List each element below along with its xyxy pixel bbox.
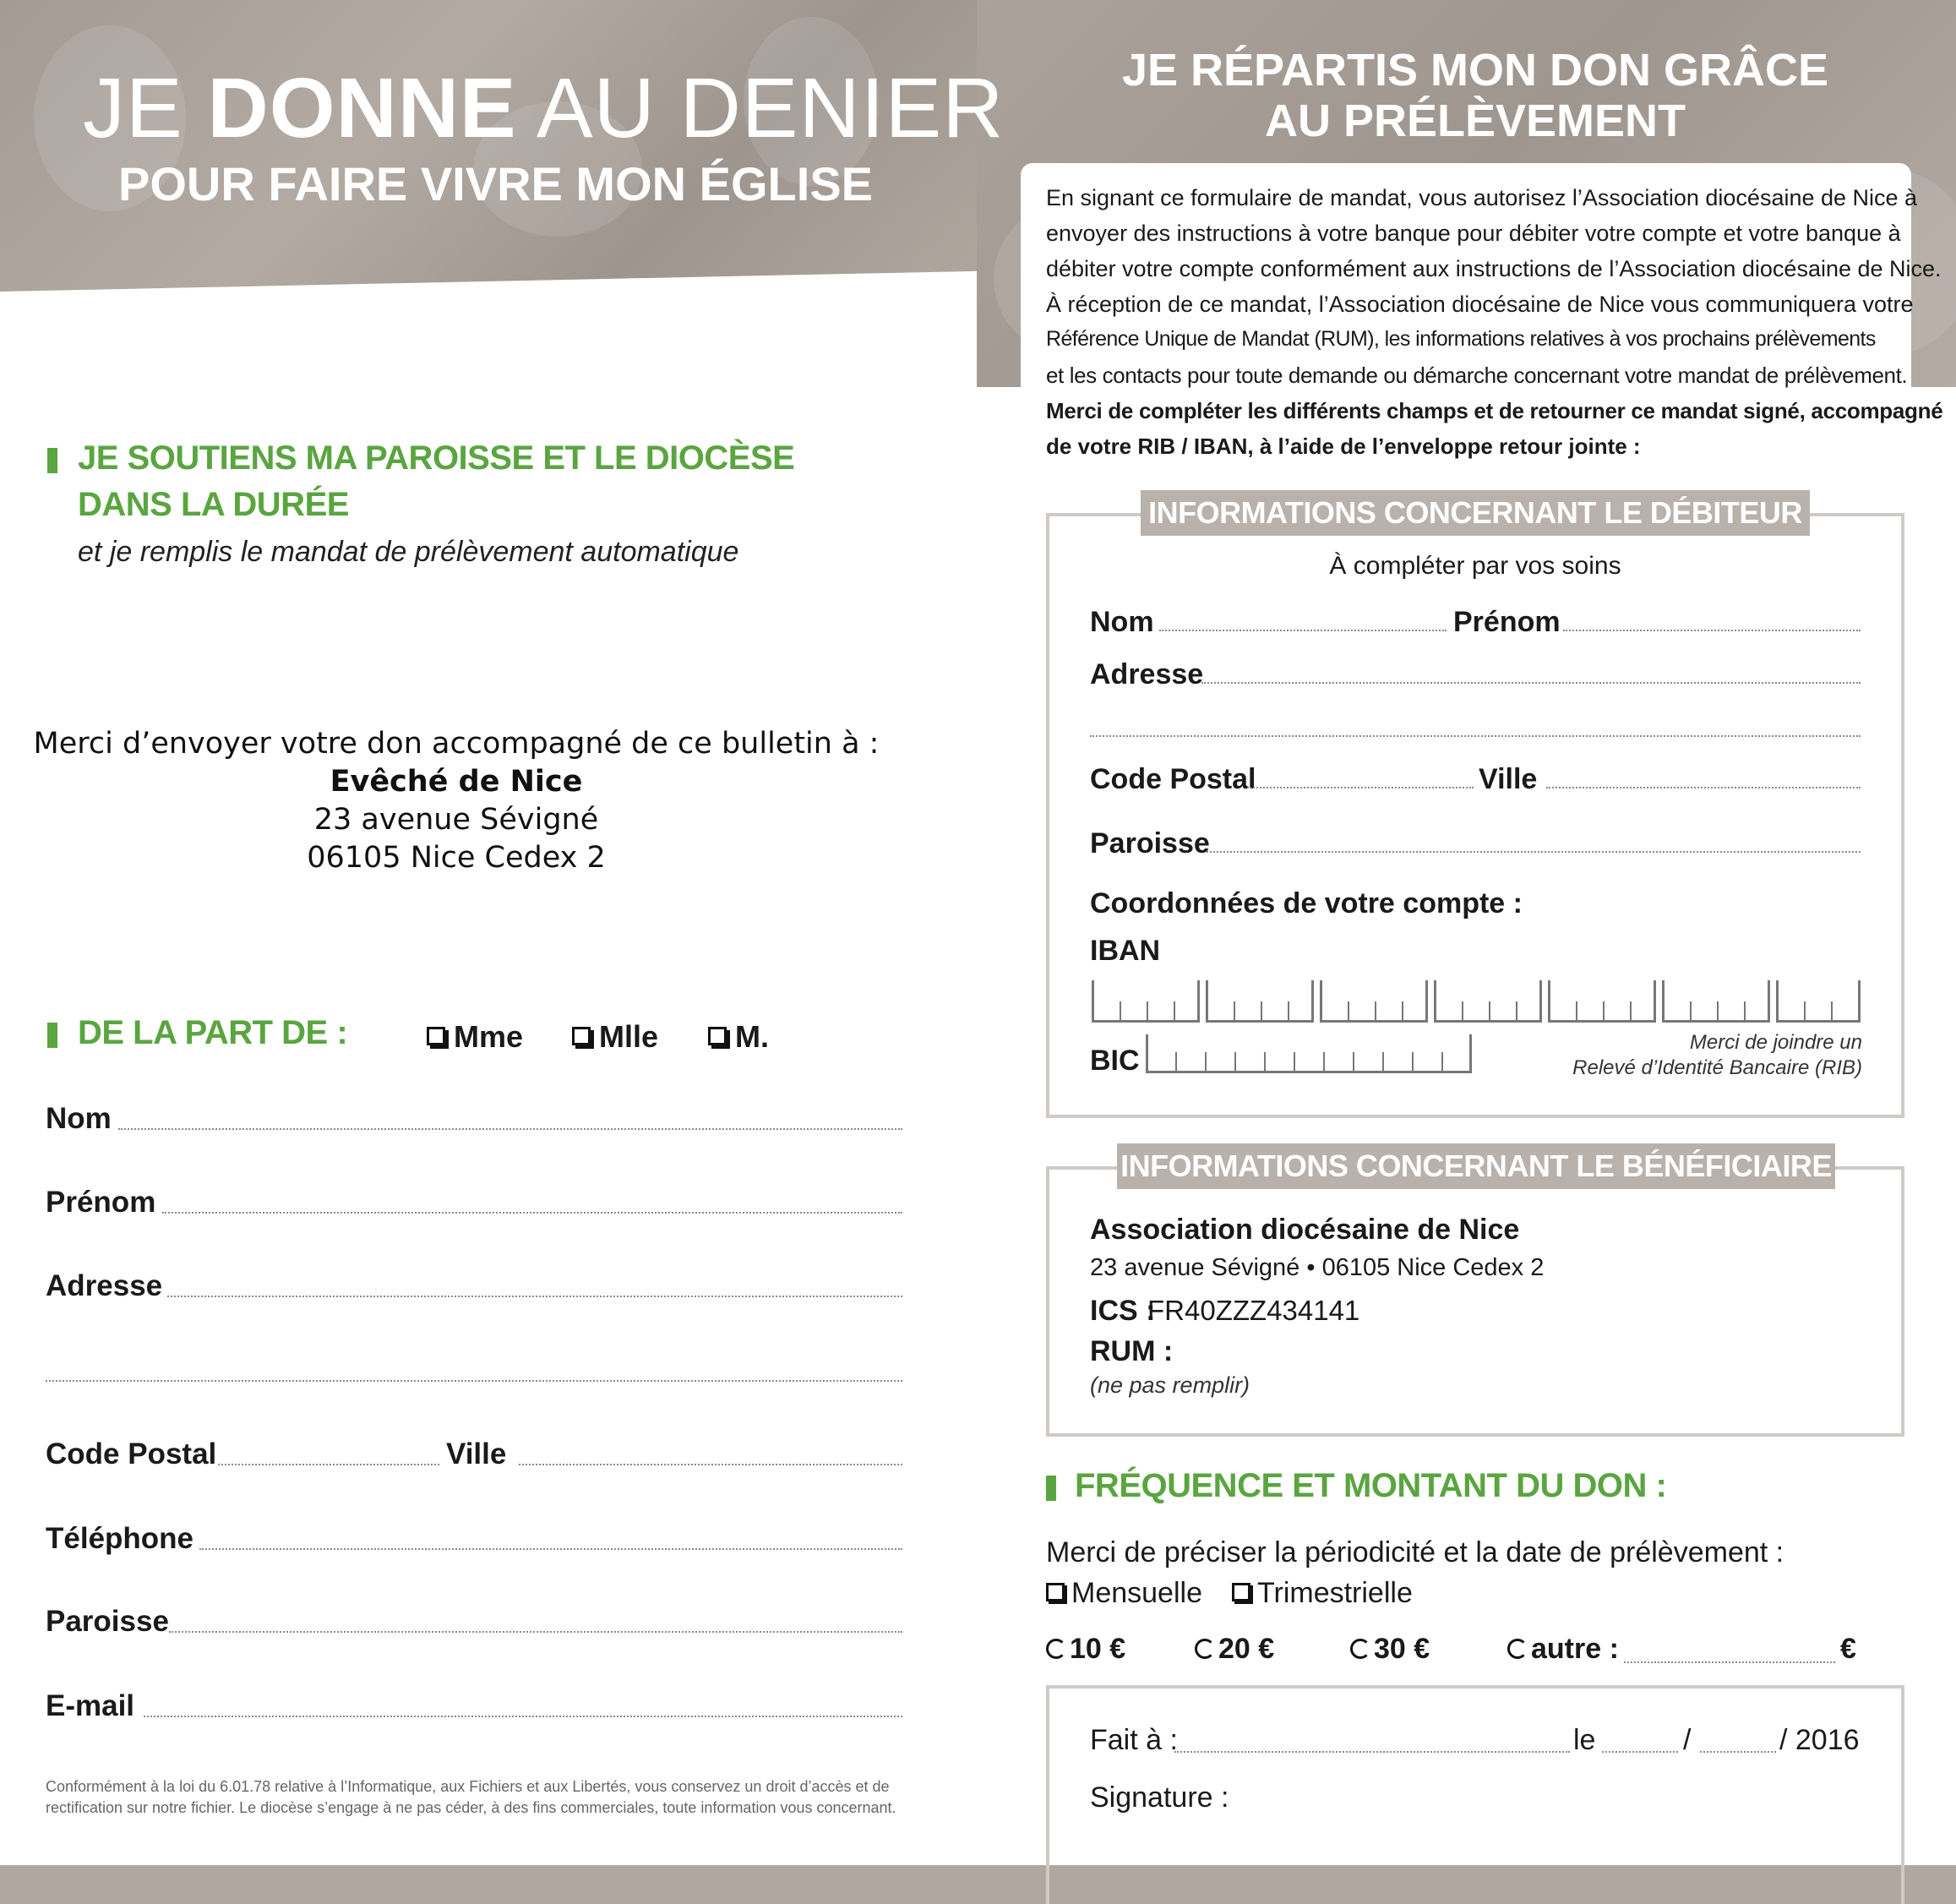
ics-value: FR40ZZZ434141 xyxy=(1147,1295,1360,1326)
debtor-code-postal-label: Code Postal xyxy=(1090,763,1256,795)
prenom-field[interactable] xyxy=(162,1212,902,1214)
currency-symbol: € xyxy=(1840,1633,1856,1665)
title-option-mme[interactable]: Mme xyxy=(427,1019,523,1055)
legal-line: Conformément à la loi du 6.01.78 relative à l’Informatique, aux Fichiers et aux Libertés, vous conservez un droit d’accès et de xyxy=(46,1778,890,1795)
frequency-instruction: Merci de préciser la périodicité et la date de prélèvement : xyxy=(1046,1536,1784,1568)
debtor-adresse-label: Adresse xyxy=(1090,658,1204,690)
title-option-mlle[interactable]: Mlle xyxy=(572,1019,658,1055)
debtor-code-postal-field[interactable] xyxy=(1247,787,1474,788)
email-label: E-mail xyxy=(46,1689,135,1722)
year-label: / 2016 xyxy=(1779,1724,1860,1756)
nom-field[interactable] xyxy=(118,1128,902,1130)
checkbox-icon[interactable] xyxy=(1046,1583,1065,1601)
debtor-adresse-field[interactable] xyxy=(1201,682,1861,684)
period-trimestrielle[interactable]: Trimestrielle xyxy=(1232,1577,1413,1610)
amount-20[interactable]: 20 € xyxy=(1195,1633,1274,1666)
iban-group[interactable] xyxy=(1434,980,1542,1023)
amount-other-field[interactable] xyxy=(1624,1661,1835,1663)
debtor-nom-field[interactable] xyxy=(1159,630,1447,631)
section-marker xyxy=(1046,1476,1056,1501)
amount-other[interactable]: autre : xyxy=(1507,1633,1619,1666)
beneficiary-tab: INFORMATIONS CONCERNANT LE BÉNÉFICIAIRE xyxy=(1117,1143,1835,1189)
support-heading-line-1: JE SOUTIENS MA PAROISSE ET LE DIOCÈSE xyxy=(78,439,795,477)
code-postal-field[interactable] xyxy=(218,1464,439,1465)
right-title-line-2: AU PRÉLÈVEMENT xyxy=(1264,95,1686,146)
send-street: 23 avenue Sévigné xyxy=(313,803,599,837)
adresse-field-line-2[interactable] xyxy=(46,1380,902,1382)
section-marker xyxy=(47,448,57,473)
iban-group[interactable] xyxy=(1776,980,1861,1023)
main-subtitle: POUR FAIRE VIVRE MON ÉGLISE xyxy=(118,157,874,210)
paroisse-field[interactable] xyxy=(169,1631,902,1633)
amount-10[interactable]: 10 € xyxy=(1046,1633,1125,1666)
ics-label: ICS : xyxy=(1090,1295,1156,1327)
rib-note-line-2: Relevé d’Identité Bancaire (RIB) xyxy=(1572,1056,1862,1079)
beneficiary-address: 23 avenue Sévigné • 06105 Nice Cedex 2 xyxy=(1090,1254,1545,1281)
telephone-field[interactable] xyxy=(199,1548,902,1550)
support-heading-line-2: DANS LA DURÉE xyxy=(78,486,349,523)
legal-notice xyxy=(46,1776,896,1819)
day-field[interactable] xyxy=(1602,1751,1678,1753)
adresse-field[interactable] xyxy=(167,1296,902,1297)
right-title-line-1: JE RÉPARTIS MON DON GRÂCE xyxy=(1121,45,1829,95)
from-heading: DE LA PART DE : xyxy=(78,1014,348,1051)
radio-icon[interactable] xyxy=(1350,1639,1370,1659)
debtor-coords-label: Coordonnées de votre compte : xyxy=(1090,887,1523,919)
debtor-ville-field[interactable] xyxy=(1546,787,1861,788)
amount-30[interactable]: 30 € xyxy=(1350,1633,1430,1666)
legal-line: rectification sur notre fichier. Le diocèse s’engage à ne pas céder, à des fins commerciales, toute information vous concernant. xyxy=(46,1799,896,1816)
intro-box xyxy=(1021,163,1943,472)
checkbox-icon[interactable] xyxy=(427,1027,445,1045)
email-field[interactable] xyxy=(144,1716,902,1717)
checkbox-icon[interactable] xyxy=(1232,1583,1250,1601)
debtor-adresse-field-line-2[interactable] xyxy=(1090,735,1861,737)
frequency-heading: FRÉQUENCE ET MONTANT DU DON : xyxy=(1075,1467,1667,1504)
debtor-paroisse-field[interactable] xyxy=(1207,851,1861,853)
iban-group[interactable] xyxy=(1206,980,1314,1023)
signature-label: Signature : xyxy=(1090,1781,1229,1814)
debtor-nom-label: Nom xyxy=(1090,606,1154,638)
iban-group[interactable] xyxy=(1320,980,1428,1023)
radio-icon[interactable] xyxy=(1507,1639,1528,1659)
ville-label: Ville xyxy=(446,1438,507,1470)
ville-field[interactable] xyxy=(519,1464,902,1465)
intro-line: débiter votre compte conformément aux instructions de l’Association diocésaine de Nice. xyxy=(1046,256,1942,281)
title-option-m[interactable]: M. xyxy=(708,1019,769,1055)
support-subtitle: et je remplis le mandat de prélèvement automatique xyxy=(78,536,739,568)
month-field[interactable] xyxy=(1700,1751,1776,1753)
send-address-block xyxy=(0,725,913,877)
iban-group[interactable] xyxy=(1548,980,1656,1023)
intro-line: Référence Unique de Mandat (RUM), les informations relatives à vos prochains prélèvements xyxy=(1046,327,1876,351)
intro-bold-line: Merci de compléter les différents champs et de retourner ce mandat signé, accompagné xyxy=(1046,398,1943,423)
paroisse-label: Paroisse xyxy=(46,1605,169,1638)
debtor-prenom-field[interactable] xyxy=(1563,630,1861,631)
iban-label: IBAN xyxy=(1090,935,1161,967)
debtor-tab: INFORMATIONS CONCERNANT LE DÉBITEUR xyxy=(1141,490,1810,536)
beneficiary-name: Association diocésaine de Nice xyxy=(1090,1214,1520,1246)
period-mensuelle[interactable]: Mensuelle xyxy=(1046,1577,1202,1610)
nom-label: Nom xyxy=(46,1102,112,1135)
fait-a-field[interactable] xyxy=(1174,1751,1570,1753)
radio-icon[interactable] xyxy=(1195,1639,1215,1659)
checkbox-icon[interactable] xyxy=(708,1027,727,1045)
bic-field[interactable] xyxy=(1146,1034,1472,1073)
iban-group[interactable] xyxy=(1662,980,1770,1023)
date-slash: / xyxy=(1683,1724,1692,1756)
debtor-ville-label: Ville xyxy=(1479,763,1538,795)
intro-line: envoyer des instructions à votre banque pour débiter votre compte et votre banque à xyxy=(1046,221,1901,246)
send-instruction: Merci d’envoyer votre don accompagné de ce bulletin à : xyxy=(33,727,880,761)
fait-a-label: Fait à : xyxy=(1090,1724,1178,1756)
debtor-prenom-label: Prénom xyxy=(1453,606,1561,638)
debtor-frame xyxy=(1046,513,1904,1118)
send-city: 06105 Nice Cedex 2 xyxy=(307,841,606,875)
radio-icon[interactable] xyxy=(1046,1639,1066,1659)
rum-note: (ne pas remplir) xyxy=(1090,1372,1250,1398)
adresse-label: Adresse xyxy=(46,1269,163,1302)
send-recipient: Evêché de Nice xyxy=(330,765,583,799)
intro-line: et les contacts pour toute demande ou démarche concernant votre mandat de prélèvement. xyxy=(1046,363,1908,388)
code-postal-label: Code Postal xyxy=(46,1438,217,1470)
debtor-instruction: À compléter par vos soins xyxy=(1329,552,1621,580)
rib-note-line-1: Merci de joindre un xyxy=(1689,1031,1862,1054)
bic-label: BIC xyxy=(1090,1045,1140,1077)
section-marker xyxy=(47,1023,57,1048)
checkbox-icon[interactable] xyxy=(572,1027,591,1045)
prenom-label: Prénom xyxy=(46,1186,156,1219)
intro-line: À réception de ce mandat, l’Association diocésaine de Nice vous communiquera votre xyxy=(1046,292,1914,317)
rum-label: RUM : xyxy=(1090,1335,1174,1367)
telephone-label: Téléphone xyxy=(46,1522,194,1555)
main-title: JE DONNE AU DENIER xyxy=(83,61,1005,155)
iban-group[interactable] xyxy=(1092,980,1200,1023)
le-label: le xyxy=(1573,1724,1596,1756)
debtor-paroisse-label: Paroisse xyxy=(1090,827,1210,859)
intro-line: En signant ce formulaire de mandat, vous autorisez l’Association diocésaine de Nice à xyxy=(1046,185,1918,210)
intro-bold-line: de votre RIB / IBAN, à l’aide de l’enveloppe retour jointe : xyxy=(1046,434,1641,459)
